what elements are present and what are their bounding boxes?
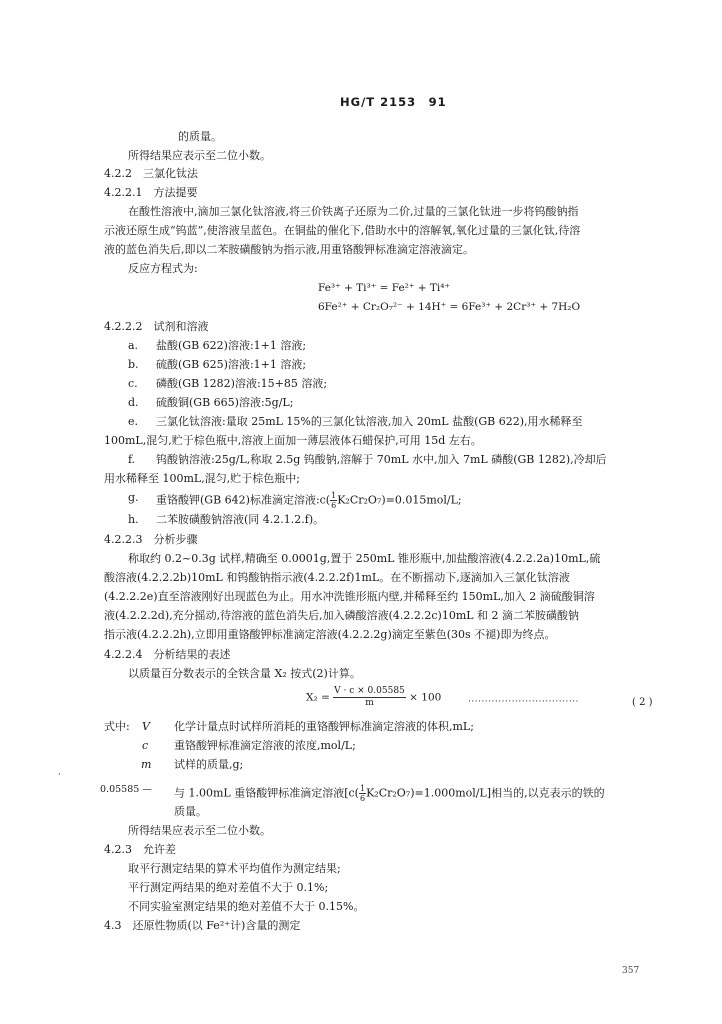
text-line: 平行测定两结果的绝对差值不大于 0.1%; [128, 881, 329, 894]
text-line: 反应方程式为: [128, 262, 198, 275]
item-text: 三氯化钛溶液:量取 25mL 15%的三氯化钛溶液,加入 20mL 盐酸(GB 622),用水稀释至 [156, 415, 583, 428]
formula-lhs: X₂ = [306, 691, 330, 704]
item-text: 重铬酸钾(GB 642)标准滴定溶液:c( [156, 493, 331, 507]
text-line: 取平行测定结果的算术平均值作为测定结果; [128, 862, 341, 875]
item-label: b. [128, 358, 139, 371]
section-heading: 4.3 还原性物质(以 Fe²⁺计)含量的测定 [104, 919, 301, 932]
item-label: d. [128, 396, 139, 409]
formula-tail: × 100 [409, 691, 442, 704]
text-line: 以质量百分数表示的全铁含量 X₂ 按式(2)计算。 [128, 667, 361, 680]
margin-mark: · [58, 770, 61, 780]
item-label: a. [128, 339, 139, 352]
page-number: 357 [622, 966, 640, 976]
definition-symbol: m [141, 758, 152, 771]
item-text: 二苯胺磺酸钠溶液(同 4.2.1.2.f)。 [156, 513, 325, 526]
fraction-numerator: 1 [359, 784, 366, 793]
item-text: 钨酸钠溶液:25g/L,称取 2.5g 钨酸钠,溶解于 70mL 水中,加入 7mL 磷酸(GB 1282),冷却后 [156, 453, 607, 466]
page-header: HG/T 2153 91 [340, 95, 447, 109]
formula-leader-dots: ································· [468, 697, 579, 707]
definition-symbol: V [142, 720, 150, 733]
formula-numerator: V · c × 0.05585 [334, 686, 405, 696]
formula-fraction [333, 686, 406, 709]
text-line: 指示液(4.2.2.2h),立即用重铬酸钾标准滴定溶液(4.2.2.2g)滴定至紫色(30s 不褪)即为终点。 [104, 628, 556, 641]
text-line: 在酸性溶液中,滴加三氯化钛溶液,将三价铁离子还原为二价,过量的三氯化钛进一步将钨酸钠指 [128, 205, 579, 218]
definition-text: K₂Cr₂O₇)=1.000mol/L]相当的,以克表示的铁的 [366, 786, 605, 800]
item-text: 磷酸(GB 1282)溶液:15+85 溶液; [156, 377, 328, 390]
section-heading: 4.2.2.1 方法提要 [104, 186, 198, 199]
text-line: (4.2.2.2e)直至溶液刚好出现蓝色为止。用水冲洗锥形瓶内壁,并稀释至约 150mL,加入 2 滴硫酸铜溶 [104, 590, 595, 603]
section-heading: 4.2.2 三氯化钛法 [104, 167, 198, 180]
definition-text: 与 1.00mL 重铬酸钾标准滴定溶液[c( [174, 786, 359, 800]
formula-denominator: m [365, 698, 374, 708]
text-line: 不同实验室测定结果的绝对差值不大于 0.15%。 [128, 900, 365, 913]
item-text: 硫酸(GB 625)溶液:1+1 溶液; [156, 358, 307, 371]
item-text: 100mL,混匀,贮于棕色瓶中,溶液上面加一薄层液体石蜡保护,可用 15d 左右。 [104, 434, 482, 447]
definition-text: 化学计量点时试样所消耗的重铬酸钾标准滴定溶液的体积,mL; [174, 720, 474, 733]
text-line: 所得结果应表示至二位小数。 [128, 824, 271, 837]
definitions-intro: 式中: [104, 720, 130, 733]
equation: 6Fe²⁺ + Cr₂O₇²⁻ + 14H⁺ = 6Fe³⁺ + 2Cr³⁺ + 7H₂O [318, 301, 581, 313]
item-text: 硫酸铜(GB 665)溶液:5g/L; [156, 396, 294, 409]
formula-number: ( 2 ) [632, 697, 653, 708]
item-label: c. [128, 377, 138, 390]
definition-text: 试样的质量,g; [174, 758, 244, 771]
equation: Fe³⁺ + Ti³⁺ = Fe²⁺ + Ti⁴⁺ [318, 282, 450, 294]
text-line: 示液还原生成“钨蓝”,使溶液呈蓝色。在铜盐的催化下,借助水中的溶解氧,氧化过量的三氯化钛,待溶 [104, 224, 581, 237]
text-line: 酸溶液(4.2.2.2b)10mL 和钨酸钠指示液(4.2.2.2f)1mL。在不断摇动下,逐滴加入三氯化钛溶液 [104, 571, 570, 584]
item-label: f. [128, 453, 136, 466]
item-label: g. [128, 491, 139, 504]
text-line: 液(4.2.2.2d),充分摇动,待溶液的蓝色消失后,加入磷酸溶液(4.2.2.2c)10mL 和 2 滴二苯胺磺酸钠 [104, 609, 580, 622]
fraction-denominator: 6 [331, 501, 337, 510]
item-text-formula [156, 491, 462, 510]
definition-symbol: 0.05585 — [100, 784, 152, 795]
text-line: 所得结果应表示至二位小数。 [128, 149, 271, 162]
item-label: e. [128, 415, 139, 428]
text-line: 液的蓝色消失后,即以二苯胺磺酸钠为指示液,用重铬酸钾标准滴定溶液滴定。 [104, 243, 474, 256]
text-line: 的质量。 [178, 130, 222, 143]
definition-symbol: c [142, 739, 149, 752]
item-label: h. [128, 513, 139, 526]
formula-2 [306, 686, 441, 709]
definition-text: 重铬酸钾标准滴定溶液的浓度,mol/L; [174, 739, 356, 752]
section-heading: 4.2.2.3 分析步骤 [104, 533, 198, 546]
definition-text-formula [174, 784, 605, 803]
definition-text: 质量。 [174, 805, 207, 818]
item-text: K₂Cr₂O₇)=0.015mol/L; [337, 493, 462, 507]
section-heading: 4.2.3 允许差 [104, 843, 176, 856]
text-line: 称取约 0.2~0.3g 试样,精确至 0.0001g,置于 250mL 锥形瓶中,加盐酸溶液(4.2.2.2a)10mL,硫 [128, 552, 601, 565]
fraction-denominator: 6 [359, 794, 366, 803]
fraction [359, 784, 366, 803]
fraction-numerator: 1 [331, 491, 337, 500]
section-heading: 4.2.2.2 试剂和溶液 [104, 320, 209, 333]
section-heading: 4.2.2.4 分析结果的表述 [104, 648, 231, 661]
item-text: 用水稀释至 100mL,混匀,贮于棕色瓶中; [104, 472, 300, 485]
item-text: 盐酸(GB 622)溶液:1+1 溶液; [156, 339, 307, 352]
